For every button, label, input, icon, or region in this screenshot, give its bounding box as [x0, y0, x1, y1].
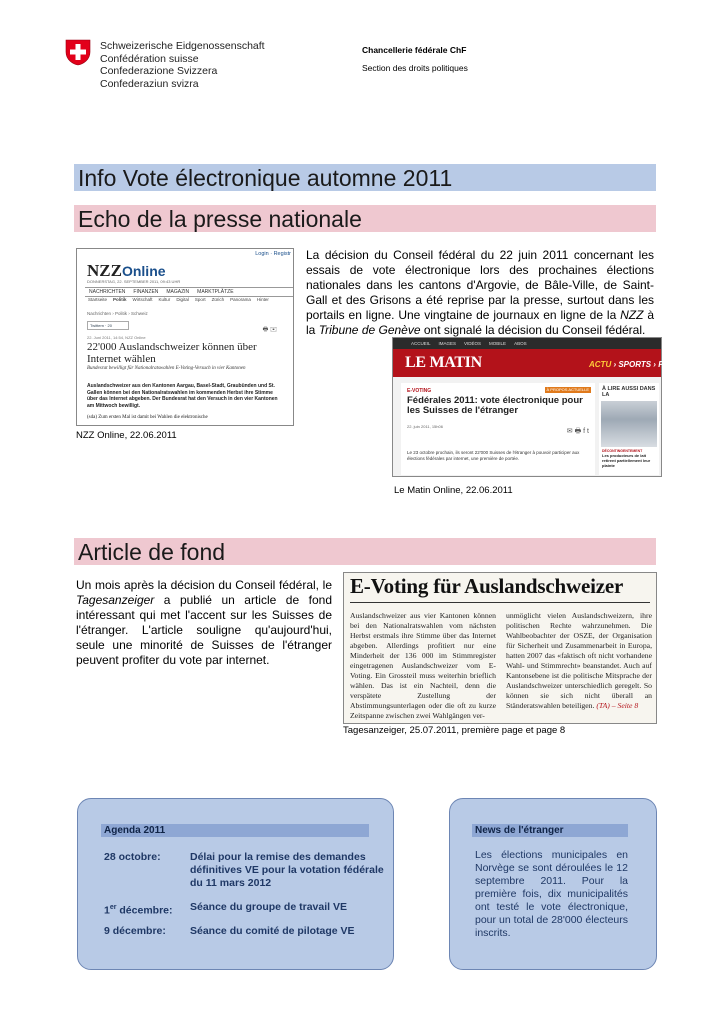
- news-box: [449, 798, 657, 970]
- swiss-cross-icon: [64, 38, 92, 66]
- matin-tag: À PROPOS ACTUELLE: [546, 387, 589, 392]
- matin-section-nav: ACTU › SPORTS › PEOP: [589, 360, 681, 369]
- nzz-article-meta: 22. Juni 2011, 14:54, NZZ Online: [87, 335, 146, 340]
- matin-logo: LE MATIN: [405, 354, 482, 371]
- nzz-sub-nav: Startseite Politik Wirtschaft Kultur Digital Sport Zürich Panorama Hinter: [88, 297, 269, 302]
- agenda-date: 28 octobre:: [104, 851, 161, 863]
- nzz-online-clipping: [76, 248, 294, 426]
- matin-date: 22. juin 2011, 15h06: [407, 424, 443, 429]
- press-section-title: Echo de la presse nationale: [74, 205, 656, 232]
- tages-column-2: unmöglicht vielen Auslandschweizern, ihre politischen Rechte wahrzunehmen. Die Wahlbeobachter der OSZE, der Organisation für Sicherheit und Zusammenarbeit in Europa, hatten 2007 das «faktisch oft nicht vorhandene Wahl- und Stimmrecht» beanstandet. Auch auf Kantonsebene ist die politische Mitsprache der Auslandschweizer unterschiedlich geregelt. So können sie sich nicht überall an Ständeratswahlen beteiligen. (TA) – Seite 8: [506, 611, 652, 710]
- agenda-date: 1er décembre:: [104, 904, 173, 917]
- confederation-names: [100, 40, 265, 90]
- nzz-print-mail-icon: 🖶 ✉: [262, 327, 277, 333]
- org-name-fr: Confédération suisse: [100, 52, 199, 65]
- matin-sidebar-photo: [601, 401, 657, 447]
- nzz-body: (sda) Zum ersten Mal ist damit bei Wahlen die elektronische: [87, 415, 208, 420]
- main-title: Info Vote électronique automne 2011: [74, 164, 656, 191]
- nzz-breadcrumb: Nachrichten › Politik › Schweiz: [87, 311, 148, 316]
- agenda-text: Séance du comité de pilotage VE: [190, 925, 355, 937]
- agenda-text: Délai pour la remise des demandes définitives VE pour la votation fédérale du 11 mars 2012: [190, 851, 384, 889]
- matin-kicker: E-VOTING: [407, 388, 432, 394]
- agenda-title: Agenda 2011: [101, 824, 369, 837]
- news-text: Les élections municipales en Norvège se sont déroulées le 12 septembre 2011. Pour la première fois, dix municipalités ont testé le vote électronique, pour un total de 28'000 électeurs inscrits.: [475, 849, 628, 939]
- nzz-twitter-button: Twittern · 20: [87, 321, 129, 330]
- matin-sidebar-heading: À LIRE AUSSI DANS LA: [602, 386, 656, 398]
- nzz-lead: Auslandschweizer aus den Kantonen Aargau, Basel-Stadt, Graubünden und St. Gallen können bei den Nationalratswahlen im kommenden Herbst ihre Stimme über das Internet abgeben. Der Bundesrat hat den Versuch in den vier Kantonen am Mittwoch bewilligt.: [87, 383, 278, 409]
- department-block: [362, 44, 468, 74]
- tages-column-1: Auslandschweizer aus vier Kantonen können bei den Nationalratswahlen vom nächsten Herbst erstmals ihre Stimme über das Internet abgeben. Allerdings profitiert nur eine Minderheit der 136 000 im Stimmregister eingetragenen Auslandschweizer vom E-Voting. Ein Grossteil muss weiterhin brieflich wählen. Das ist ein Nachteil, denn die verspätete Zustellung der Abstimmungsunterlagen oder die oft zu kurze Zeitspanne zwischen zwei Wahlgängen ver-: [350, 611, 496, 720]
- org-name-rm: Confederaziun svizra: [100, 77, 199, 90]
- matin-lead: Le 23 octobre prochain, ils seront 22'000 Suisses de l'étranger à pouvoir participer aux élections fédérales par internet, une première de portée.: [407, 450, 580, 461]
- article-paragraph: Un mois après la décision du Conseil fédéral, le Tagesanzeiger a publié un article de fond intéressant qui met l'accent sur les Suisses de l'étranger. L'article souligne qu'aujourd'hui, seule une minorité de Suisses de l'étranger peuvent profiter du vote par internet.: [76, 578, 332, 667]
- matin-caption: Le Matin Online, 22.06.2011: [394, 485, 513, 496]
- matin-sidebar-text: Les producteurs de lait retirent partiellement leur plainte: [602, 453, 651, 468]
- matin-sidebar-kicker: DÉCONTINGENTEMENT: [602, 449, 643, 453]
- tagesanzeiger-clipping: [343, 572, 657, 724]
- le-matin-clipping: [392, 337, 681, 477]
- nzz-logo: NZZOnline: [87, 261, 166, 280]
- org-name-it: Confederazione Svizzera: [100, 65, 218, 77]
- nzz-caption: NZZ Online, 22.06.2011: [76, 430, 177, 441]
- org-name-de: Schweizerische Eidgenossenschaft: [100, 40, 265, 52]
- nzz-subtitle: Bundesrat bewilligt für Nationalratswahlen E-Voting-Versuch in vier Kantonen: [87, 366, 246, 371]
- press-paragraph: La décision du Conseil fédéral du 22 juin 2011 concernant les essais de vote électronique lors des prochaines élections nationales dans les cantons d'Argovie, de Bâle-Ville, de Saint-Gall et des Grisons a été reprise par la presse, surtout dans les portails en ligne. Une vingtaine de journaux en ligne de la NZZ à la Tribune de Genève ont signalé la décision du Conseil fédéral.: [306, 248, 654, 337]
- nzz-main-nav: NACHRICHTEN FINANZEN MAGAZIN MARKTPLÄTZE: [85, 287, 293, 297]
- agenda-box: [77, 798, 394, 970]
- tages-headline: E-Voting für Auslandschweizer: [350, 574, 624, 598]
- matin-article-card: [401, 383, 595, 475]
- department-name: Chancellerie fédérale ChF: [362, 45, 467, 55]
- nzz-login-links: Login · Registr: [255, 251, 291, 257]
- matin-sidebar: [599, 383, 659, 475]
- matin-share-icon: ✉ 🖶 f t: [566, 428, 589, 435]
- nzz-date: DONNERSTAG, 22. SEPTEMBER 2011, 09:43 UHR: [87, 279, 181, 284]
- news-title: News de l'étranger: [472, 824, 628, 837]
- article-section-title: Article de fond: [74, 538, 656, 565]
- agenda-date: 9 décembre:: [104, 925, 166, 937]
- nzz-headline: 22'000 Auslandschweizer können über Internet wählen: [87, 341, 257, 365]
- tages-caption: Tagesanzeiger, 25.07.2011, première page et page 8: [343, 725, 566, 736]
- tages-page-ref: (TA) – Seite 8: [594, 701, 639, 710]
- matin-headline: Fédérales 2011: vote électronique pour les Suisses de l'étranger: [407, 395, 583, 416]
- tages-rule: [350, 602, 650, 603]
- matin-top-nav: ACCUEIL IMAGES VIDÉOS MOBILE ABOS: [393, 338, 661, 349]
- section-name: Section des droits politiques: [362, 63, 468, 73]
- agenda-text: Séance du groupe de travail VE: [190, 901, 347, 913]
